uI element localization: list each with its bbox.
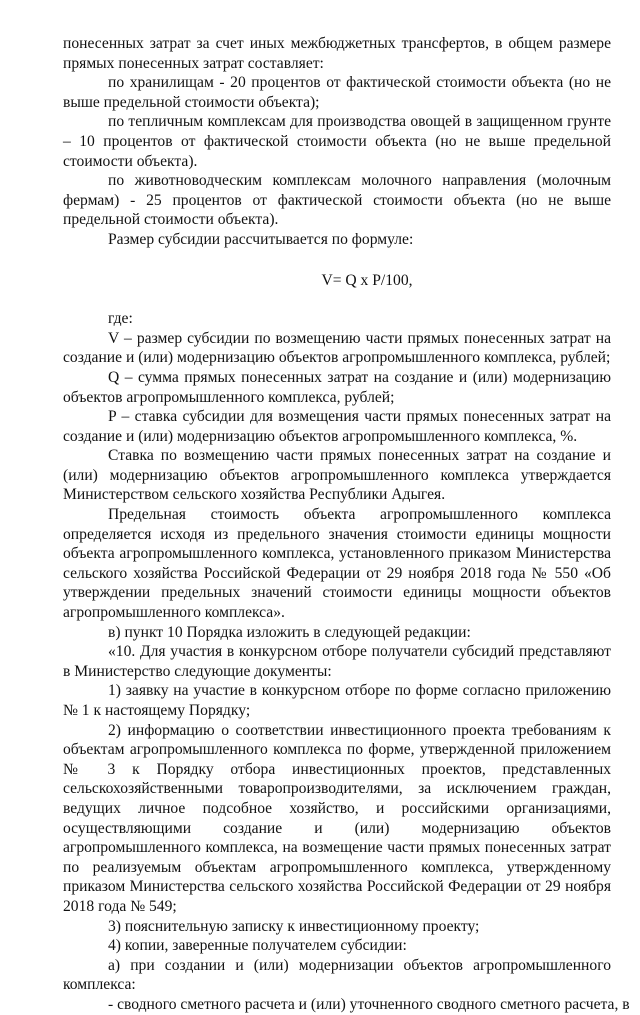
sub-item-dash: - сводного сметного расчета и (или) уточненного сводного сметного расчета, в (108, 995, 630, 1013)
sub-item-a: а) при создании и (или) модернизации объектов агропромышленного комплекса: (63, 956, 611, 994)
paragraph-transfers-continuation: понесенных затрат за счет иных межбюджетных трансфертов, в общем размере прямых понесенных затрат составляет: (63, 35, 611, 72)
paragraph-greenhouse-rate: по тепличным комплексам для производства овощей в защищенном грунте – 10 процентов от фактической стоимости объекта (но не выше предельной стоимости объекта). (63, 113, 611, 170)
definition-q: Q – сумма прямых понесенных затрат на создание и (или) модернизацию объектов агропромышленного комплекса, рублей; (63, 368, 611, 406)
paragraph-formula-intro: Размер субсидии рассчитывается по формуле: (108, 230, 414, 248)
paragraph-item-v: в) пункт 10 Порядка изложить в следующей редакции: (108, 623, 471, 641)
list-item-4: 4) копии, заверенные получателем субсидии: (108, 937, 407, 955)
list-item-3: 3) пояснительную записку к инвестиционному проекту; (108, 917, 480, 935)
list-item-2: 2) информацию о соответствии инвестиционного проекта требованиям к объектам агропромышленного комплекса по форме, утвержденной приложением № 3 к Порядку отбора инвестиционных проектов, представленных сельскохозяйственными товаропроизводителями, за исключением граждан, ведущих личное подсобное хозяйство, и российскими организациями, осуществляющими создание и (или) модернизацию объектов агропромышленного комплекса, на возмещение части прямых понесенных затрат по реализуемым объектам агропромышленного комплекса, утвержденному приказом Министерства сельского хозяйства Российской Федерации от 29 ноября 2018 года № 549; (63, 721, 611, 915)
paragraph-max-cost: Предельная стоимость объекта агропромышленного комплекса определяется исходя из предельного значения стоимости единицы мощности объекта агропромышленного комплекса, установленного приказом Министерства сельского хозяйства Российской Федерации от 29 ноября 2018 года № 550 «Об утверждении предельных значений стоимости единицы мощности объектов агропромышленного комплекса». (63, 506, 611, 622)
definition-p: P – ставка субсидии для возмещения части прямых понесенных затрат на создание и (или) модернизацию объектов агропромышленного комплекса, %. (63, 408, 611, 445)
paragraph-storage-rate: по хранилищам - 20 процентов от фактической стоимости объекта (но не выше предельной стоимости объекта); (63, 74, 611, 111)
definition-v: V – размер субсидии по возмещению части прямых понесенных затрат на создание и (или) модернизацию объектов агропромышленного комплекса, рублей; (63, 329, 611, 367)
paragraph-where: где: (108, 310, 133, 328)
document-page (63, 34, 630, 1015)
paragraph-rate-approval: Ставка по возмещению части прямых понесенных затрат на создание и (или) модернизацию объектов агропромышленного комплекса утверждается Министерством сельского хозяйства Республики Адыгея. (63, 447, 611, 504)
list-item-1: 1) заявку на участие в конкурсном отборе по форме согласно приложению № 1 к настоящему Порядку; (63, 682, 611, 719)
paragraph-clause-10: «10. Для участия в конкурсном отборе получатели субсидий представляют в Министерство следующие документы: (63, 643, 611, 680)
subsidy-formula: V= Q x P/100, (321, 271, 413, 289)
paragraph-dairy-rate: по животноводческим комплексам молочного направления (молочным фермам) - 25 процентов от фактической стоимости объекта (но не выше предельной стоимости объекта). (63, 172, 611, 229)
